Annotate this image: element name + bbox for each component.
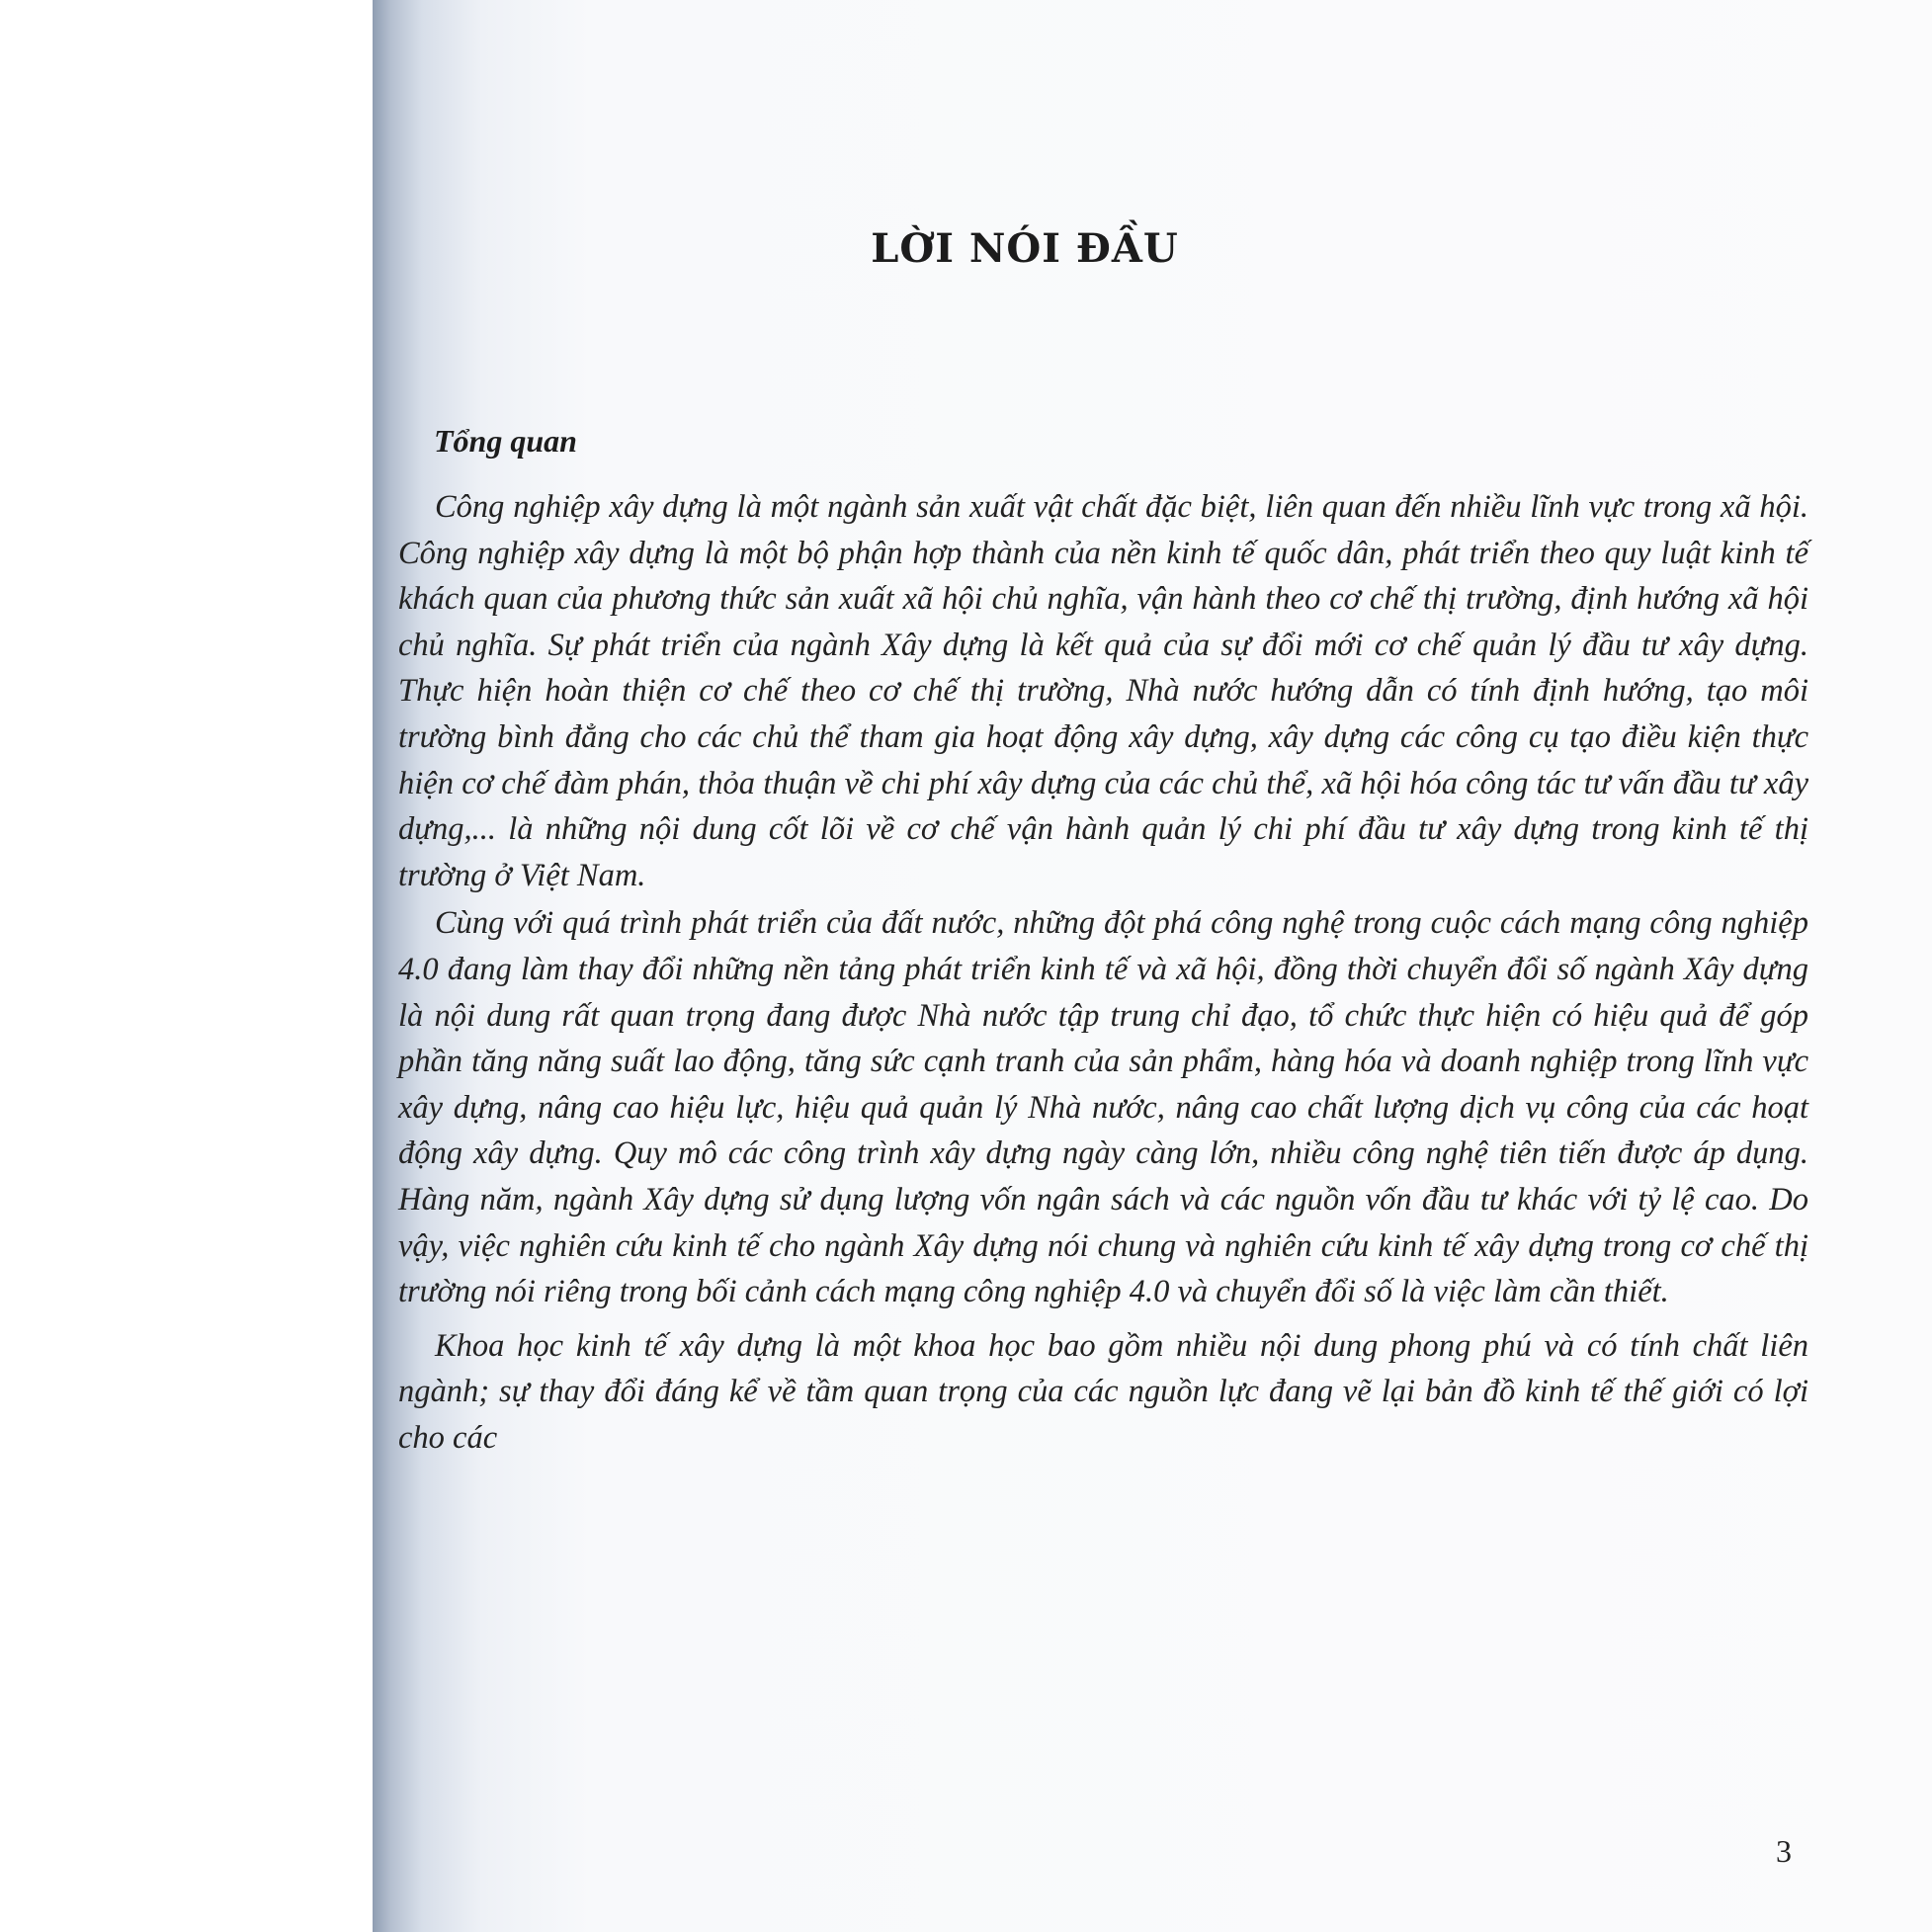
book-page <box>373 0 1932 1932</box>
paragraph-1: Công nghiệp xây dựng là một ngành sản xuất vật chất đặc biệt, liên quan đến nhiều lĩnh vực trong xã hội. Công nghiệp xây dựng là một bộ phận hợp thành của nền kinh tế quốc dân, phát triển theo quy luật kinh tế khách quan của phương thức sản xuất xã hội chủ nghĩa, vận hành theo cơ chế thị trường, định hướng xã hội chủ nghĩa. Sự phát triển của ngành Xây dựng là kết quả của sự đổi mới cơ chế quản lý đầu tư xây dựng. Thực hiện hoàn thiện cơ chế theo cơ chế thị trường, Nhà nước hướng dẫn có tính định hướng, tạo môi trường bình đẳng cho các chủ thể tham gia hoạt động xây dựng, xây dựng các công cụ tạo điều kiện thực hiện cơ chế đàm phán, thỏa thuận về chi phí xây dựng của các chủ thể, xã hội hóa công tác tư vấn đầu tư xây dựng,... là những nội dung cốt lõi về cơ chế vận hành quản lý chi phí đầu tư xây dựng trong kinh tế thị trường ở Việt Nam. <box>398 489 1808 893</box>
body-text <box>398 484 1808 1461</box>
section-heading: Tổng quan <box>434 423 577 459</box>
page-title: LỜI NÓI ĐẦU <box>871 225 1179 272</box>
page-number: 3 <box>1776 1833 1792 1869</box>
paragraph-2: Cùng với quá trình phát triển của đất nước, những đột phá công nghệ trong cuộc cách mạng công nghiệp 4.0 đang làm thay đổi những nền tảng phát triển kinh tế và xã hội, đồng thời chuyển đổi số ngành Xây dựng là nội dung rất quan trọng đang được Nhà nước tập trung chỉ đạo, tổ chức thực hiện có hiệu quả để góp phần tăng năng suất lao động, tăng sức cạnh tranh của sản phẩm, hàng hóa và doanh nghiệp trong lĩnh vực xây dựng, nâng cao hiệu lực, hiệu quả quản lý Nhà nước, nâng cao chất lượng dịch vụ công của các hoạt động xây dựng. Quy mô các công trình xây dựng ngày càng lớn, nhiều công nghệ tiên tiến được áp dụng. Hàng năm, ngành Xây dựng sử dụng lượng vốn ngân sách và các nguồn vốn đầu tư khác với tỷ lệ cao. Do vậy, việc nghiên cứu kinh tế cho ngành Xây dựng nói chung và nghiên cứu kinh tế xây dựng trong cơ chế thị trường nói riêng trong bối cảnh cách mạng công nghiệp 4.0 và chuyển đổi số là việc làm cần thiết. <box>398 905 1808 1310</box>
paragraph-3: Khoa học kinh tế xây dựng là một khoa học bao gồm nhiều nội dung phong phú và có tính chất liên ngành; sự thay đổi đáng kể về tầm quan trọng của các nguồn lực đang vẽ lại bản đồ kinh tế thế giới có lợi cho các <box>398 1327 1808 1456</box>
